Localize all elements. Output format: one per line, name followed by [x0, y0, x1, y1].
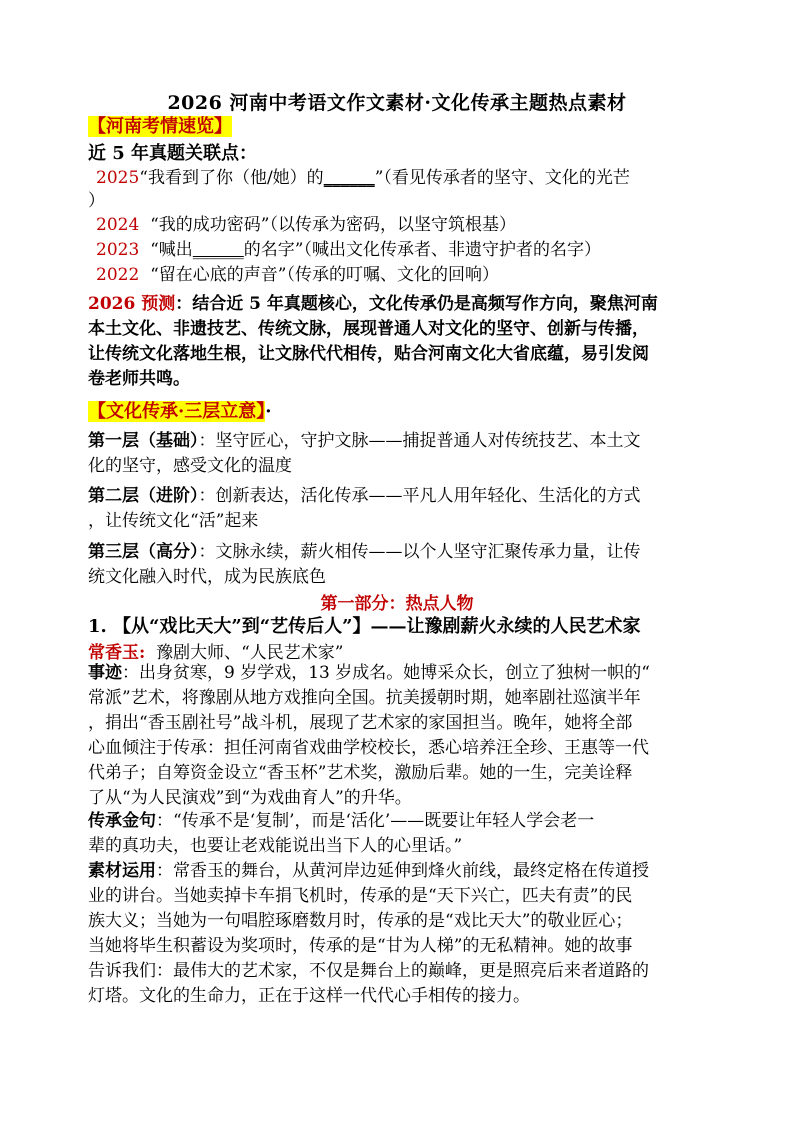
person-line: 常香玉: 豫剧大师、“人民艺术家” — [88, 643, 344, 663]
forecast-paragraph: 2026 预测：结合近 5 年真题核心，文化传承仍是高频写作方向，聚焦河南 本土文化、非遗技艺、传统文脉，展现普通人对文化的坚守、创新与传播， 让传统文化落地生根，让文脉代代相传，贴合河南文化大省底蕴，易引发阅 卷老师共鸣。 — [88, 294, 658, 389]
year-item-2023: 2023 “喊出______的名字”（喊出文化传承者、非遗守护者的名字） — [96, 240, 601, 260]
year-item-2025: 2025“我看到了你（他/她）的______”（看见传承者的坚守、文化的光芒 — [96, 168, 630, 188]
level-item-3: 第三层（高分）：文脉永续，薪火相传——以个人坚守汇聚传承力量，让传 统文化融入时代，成为民族底色 — [88, 542, 641, 587]
year-item-2025-wrap: ） — [88, 191, 105, 211]
usage-paragraph: 素材运用：常香玉的舞台，从黄河岸边延伸到烽火前线，最终定格在传道授 业的讲台。当她卖掉卡车捐飞机时，传承的是“天下兴亡，匹夫有责”的民 族大义；当她为一句唱腔琢磨数月时，传承的是“戏比天大”的敬业匠心； 当她将毕生积蓄设为奖项时，传承的是“甘为人梯”的无私精神。她的故事 告诉我们：最伟大的艺术家，不仅是舞台上的巅峰，更是照亮后来者道路的 灯塔。文化的生命力，正在于这样一代代心手相传的接力。 — [88, 861, 649, 1006]
level-item-1: 第一层（基础）：坚守匠心，守护文脉——捕捉普通人对传统技艺、本土文 化的坚守，感受文化的温度 — [88, 431, 641, 476]
page-title: 2026 河南中考语文作文素材·文化传承主题热点素材 — [167, 92, 627, 114]
levels-section-tag: 【文化传承·三层立意】· — [88, 401, 272, 422]
henan-subhead: 近 5 年真题关联点： — [88, 143, 258, 164]
part1-heading: 第一部分：热点人物 — [320, 594, 474, 614]
level-item-2: 第二层（进阶）：创新表达，活化传承——平凡人用年轻化、生活化的方式 ，让传统文化“活”起来 — [88, 486, 641, 531]
year-item-2022: 2022 “留在心底的声音”（传承的叮嘱、文化的回响） — [96, 265, 499, 285]
item-1-title: 1. 【从“戏比天大”到“艺传后人”】——让豫剧薪火永续的人民艺术家 — [88, 616, 641, 637]
deeds-paragraph: 事迹：出身贫寒，9 岁学戏，13 岁成名。她博采众长，创立了独树一帜的“ 常派”艺术，将豫剧从地方戏推向全国。抗美援朝时期，她率剧社巡演半年 ，捐出“香玉剧社号”战斗机，展现了艺术家的家国担当。晚年，她将全部 心血倾注于传承：担任河南省戏曲学校校长，悉心培养汪全珍、王惠等一代 代弟子；自筹资金设立“香玉杯”艺术奖，激励后辈。她的一生，完美诠释 了从“为人民演戏”到“为戏曲育人”的升华。 — [88, 663, 650, 808]
henan-section-tag: 【河南考情速览】 — [88, 116, 232, 137]
quote-paragraph: 传承金句：“传承不是‘复制’，而是‘活化’——既要让年轻人学会老一 辈的真功夫，也要让老戏能说出当下人的心里话。” — [88, 811, 595, 856]
year-item-2024: 2024 “我的成功密码”（以传承为密码，以坚守筑根基） — [96, 215, 516, 235]
